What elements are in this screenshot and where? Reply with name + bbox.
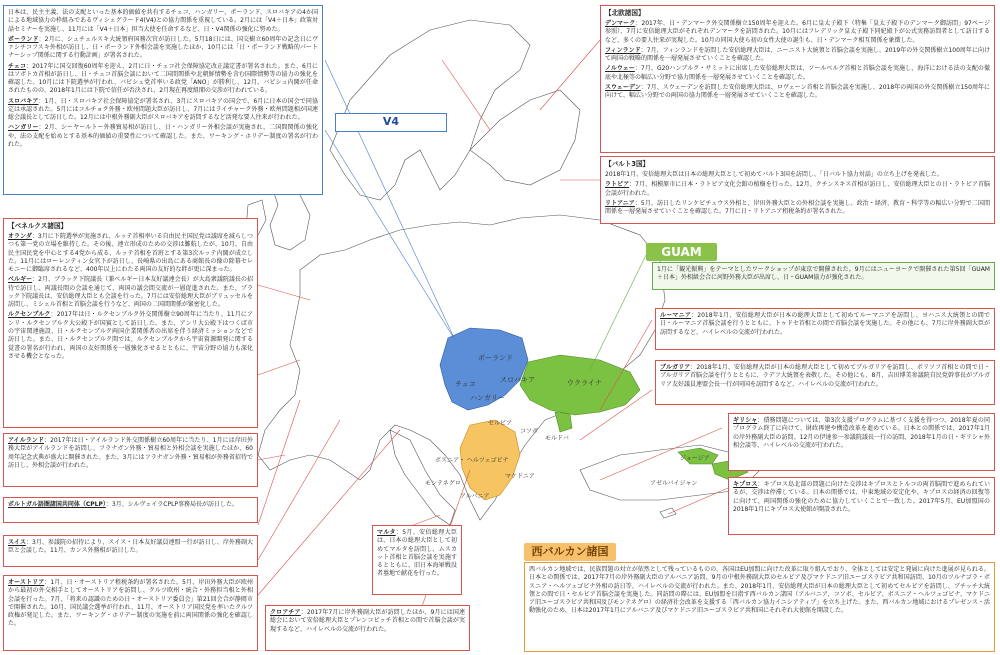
guam-box (652, 262, 995, 290)
austria-text: オーストリア：1月、日・オーストリア租税条約が署名された。5月、岸田外務大臣が欧州から最初の外交相手としてオーストリアを訪問し、クルツ欧州・統合・外務担当相と外相会談を行った。7月、「将来の認識のための日・オーストリア委員会」第21回会合が静岡市で開催された。10月、国民議会選挙が行われ、11月、オーストリア国民党を率いたクルツ政権が発足した。また、ワーキング・ホリデー制度の実施を前に両国関係の強化を確認した。 (8, 579, 253, 628)
benelux-netherlands: オランダ：3月に下院選挙が実施され、ルッテ首相率いる自由民主国民党は議席を減らしつつも第一党の立場を維持した。その後、連立形成のための交渉は難航したが、10月、自由民主国民党を中心とする4党から成る、ルッテ首相を首班とする第3次ルッテ内閣が成立した。11月にはローレンティン女官下が訪日し、長崎県の出島にある商館長の像の除幕セレモニーに御臨席されるなど、400年以上にわたる両国の友好的な絆が更に深まった。 (8, 233, 253, 274)
v4-intro: 日本は、民主主義、法の支配といった基本的価値を共有するチェコ、ハンガリー、ポーランド、スロバキアの4か国による地域協力の枠組みであるヴィシェグラード4(V4)との協力関係を重視している。2月には「V4＋日本」政策対話セミナーを実施し、11月には「V4＋日本」担当大使を任命するなど、日・V4関係の強化に努めた。 (8, 9, 318, 33)
croatia-text: クロアチア：2017年7月に岸外務副大臣が訪問したほか、9月には国連総会において安倍総理大臣とプレンコビッチ首相との間で首脳会談が実現するなど、ハイレベルの交流が行われた。 (270, 609, 465, 633)
map-label-macedonia: マケドニア (505, 473, 535, 480)
baltic-lithuania: リトアニア：5月、訪日したリンケビチュウス外相と、岸田外務大臣との外相会談を実施し、政治・経済、教育・科学等の幅広い分野で二国間関係を一層発展させていくことを確認した。7月に日・リトアニア租税条約が署名された。 (605, 199, 990, 216)
ireland-box (3, 433, 258, 487)
cplp-box (3, 497, 258, 523)
swiss-text: スイス：3月、参議院の招待により、スイス・日本友好議員連盟一行が訪日し、岸外務副大臣と会談した。11月、カンス外務相が訪日した。 (8, 539, 253, 555)
greece-text: ギリシャ：債務問題については、第3次支援プログラムに基づく支援を得つつ、2018年夏の同プログラム終了に向けて、財政再建や構造改革を進めている。日本との関係では、2017年1月の岸外務副大臣の訪問、12月の伊達参一参議院議長一行の訪問、2018年1月の日・ギリシャ外相会談等、ハイレベルの交流が行われた。 (733, 417, 990, 449)
map-label-slovakia: スロバキア (500, 376, 535, 384)
map-label-albania: アルバニア (460, 493, 490, 500)
map-label-montenegro: モンテネグロ (425, 480, 461, 487)
v4-slovakia: スロバキア：1月、日・スロバキア社会保障協定が署名され、3月にスロバキアの国会で、6月に日本の国会で同協定は承認された。5月にはコルチョク外務・欧州問題大臣が訪日し、7月にはライチャーク外務・欧州問題相が国連総会議長として訪日した。12月には中根外務副大臣がスロバキアを訪問するなど活発な要人往来が行われた。 (8, 97, 318, 122)
austria-box (3, 575, 258, 651)
map-label-georgia: ジョージア (680, 455, 710, 462)
cyprus-text: キプロス：キプロス島北部の問題に向けた交渉はキプロスとトルコの両首脳間で進められているが、交渉は停滞している。日本の関係では、中東地域の安定化や、キプロスの経済の回復等に向けて、両国関係の強化のために協力していくことで一致した。2017年5月、EU加盟国の2018年1月にキプロス大使館が開設された。 (733, 481, 990, 513)
nordic-finland: フィンランド：7月、フィンランドを訪問した安倍総理大臣は、ニーニスト大統領と首脳会談を実施し、2019年の外交関係樹立100周年に向けて両国の戦略的関係を一層発展させていくことを確認した。 (605, 46, 991, 63)
baltic-latvia: ラトビア：7月、相模原市に日本・ラトビア文化会館の植樹を行った。12月、クチンスキス首相が訪日し、安倍総理大臣との日・ラトビア首脳会談が行われた。 (605, 181, 990, 197)
swiss-box (3, 535, 258, 567)
baltic-intro: 2018年1月、安倍総理大臣は日本の総理大臣として初めてバルト3国を訪問し、「日バルト協力対話」の立ち上げを発表した。 (605, 171, 943, 179)
croatia-box (265, 605, 470, 651)
v4-tag: V4 (335, 113, 447, 132)
westbalkans-tag: 西バルカン諸国 (524, 543, 616, 561)
romania-text: ルーマニア：2018年1月、安倍総理大臣が日本の総理大臣として初めてルーマニアを訪問し、ヨハニス大統領との間で日・ルーマニア首脳会談を行うとともに、トゥドセ首相との間で首脳会談を実施した。その他にも、7月に岸外務副大臣が訪問するなど、ハイレベルの交流が行われた。 (660, 312, 990, 336)
guam-moldova-region (555, 412, 572, 432)
benelux-belgium: ベルギー：2月、ブラック下院議長（兼ベルギー日本友好議連会長）が大島衆議院議長の招待で訪日し、両議長間の会談を通じて、両国の議会間交流が一層促進された。また、ブラック下院議長は、安倍総理大臣とも会談を行った。7月には安倍総理大臣がブリュッセルを訪問し、ミシェル首相と首脳会談を行うなど、両国の二国間関係が緊密化した。 (8, 276, 253, 309)
baltic-box (600, 156, 995, 224)
benelux-luxembourg: ルクセンブルク：2017年は日・ルクセンブルク外交関係樹立90周年に当たり、11月にアンリ・ルクセンブルク大公殿下が国賓として訪日した。また、アンリ大公殿下はつくば市の宇宙関連施設、日・ルクセンブルク両国企業関係者の出席を伴う経済ミッションなどで訪日した。また、日・ルクセンブルク間では、ルクセンブルクから宇宙資源開発に関する覚書の署名が行われ、両国の友好関係を一層強化させるとともに、宇宙分野の協力も深化させる機会となった。 (8, 311, 253, 360)
romania-box (655, 308, 995, 350)
map-label-bosnia: ボスニア・ ヘルツェゴビナ (435, 457, 509, 464)
nordic-header: 【北欧諸国】 (605, 9, 645, 17)
ireland-text: アイルランド：2017年は日・アイルランド外交関係樹立60周年に当たり、1月には岸田外務大臣がアイルランドを訪問し、フラナガン外務・貿易相と外相会談を実施したほか、60周年記念式典が盛大に開催された。また、3月にはフラナガン外務・貿易相が外務省招待で訪日し、外相会談が行われた。 (8, 437, 253, 469)
westbalkans-box (524, 562, 995, 652)
bulgaria-box (655, 360, 995, 405)
malta-box (372, 525, 462, 595)
benelux-header: 【ベネルクス諸国】 (8, 222, 68, 230)
nordic-denmark: デンマーク：2017年、日・デンマーク外交関係樹立150周年を迎えた。6月に皇太子殿下（特集「皇太子殿下のデンマーク御訪問」97ページ参照）、7月に安倍総理大臣がそれぞれデンマークを訪問された。10月にはフレデリック皇太子殿下同妃殿下が公式実務訪問者として訪日するなど、多くの要人往来が実現した。10月の同国大使ら初の女性大使の誕生も、日・デンマーク相互関係を象徴した。 (605, 20, 990, 44)
malta-text: マルタ：5月、安倍総理大臣は、日本の総理大臣として初めてマルタを訪問し、ムスカット首相と首脳会談を実施するとともに、旧日本海軍戦没者墓地で献花を行った。 (377, 529, 457, 578)
greece-box (728, 413, 995, 471)
bulgaria-text: ブルガリア：2018年1月、安倍総理大臣が日本の総理大臣として初めてブルガリアを訪問し、ボリソフ首相との間で日・ブルガリア首脳会談を行うとともに、ラデフ大統領を表敬した。その他にも、8月、吉田博美参議院自民党幹事長がブルガリア友好議員連盟会長一行が同国を訪問するなど、ハイレベルの交流が行われた。 (660, 364, 990, 388)
baltic-header: 【バルト3国】 (605, 160, 650, 168)
nordic-norway: ノルウェー：7月、G20ハンブルク・サミットに出席した安倍総理大臣は、ソールベルグ首相と首脳会談を実施し、海洋における法の支配の徹底や北極等の幅広い分野で協力関係を一層発展させていくことを確認した。 (605, 65, 990, 81)
guam-tag: GUAM (646, 243, 717, 261)
map-label-czech: チェコ (455, 380, 476, 388)
nordic-sweden: スウェーデン：7月、スウェーデンを訪問した安倍総理大臣は、ロヴェーン首相と首脳会談を実施し、2018年の両国の外交関係樹立150周年に向けて、幅広い分野での両国の協力関係を一層発展させていくことを確認した。 (605, 83, 990, 100)
v4-box (3, 5, 323, 195)
v4-poland: ポーランド：2月に、シュチェルスキ大統領府国務次官が訪日した。5月18日には、国交樹立60周年の記念日にヴァシチコフスキ外相が訪日し、日・ポーランド外相会談を実施したほか、10月には「日・ポーランド戦略的パートナーシップ関係に関する行動計画」が署名された。 (8, 35, 318, 60)
map-label-ukraine: ウクライナ (567, 379, 602, 387)
benelux-box (3, 218, 258, 428)
map-label-azerbaijan: アゼルバイジャン (650, 480, 698, 487)
nordic-box (600, 5, 995, 153)
map-label-serbia: セルビア (488, 420, 513, 427)
guam-text: 1月に「観光振興」をテーマとしたワークショップが東京で開催された。9月にはニューヨークで開催された第5回「GUAM＋日本」外相級会合に河野外務大臣が出席し、日・GUAM協力が強化された。 (657, 266, 990, 282)
v4-czech: チェコ：2017年に国交回復60周年を迎え、2月に日・チェコ社会保障協定改正議定書が署名された。また、6月にはソボトカ首相が訪日し、日・チェコ首脳会談において二国間関係や北朝鮮情勢を含む国際情勢等の協力の強化を確認した。10月には下院選挙が行われ、バビシュ党首率いる政党「ANO」が勝利し、12月、バビシュ内閣が任命されたものの、2018年1月には下院で信任が否決され、2月現在再度組閣の交渉が行われている。 (8, 62, 318, 95)
map-label-moldova: モルドバ (545, 435, 569, 442)
v4-hungary: ハンガリー：2月、シーヤールトー外務貿易相が訪日し、日・ハンガリー外相会談が実施され、二国間関係の強化や、法の支配を始めとする基本的価値の重要性について確認した。また、ワーキング・ホリデー制度の署名が行われた。 (8, 124, 318, 148)
map-label-hungary: ハンガリー (470, 394, 505, 402)
map-label-kosovo: コソボ (520, 428, 539, 435)
cyprus-box (728, 477, 995, 535)
cplp-text: ポルトガル語圏諸国共同体（CPLP）：3月、シルヴェイラCPLP事務局長が訪日した。 (8, 501, 239, 508)
map-label-poland: ポーランド (478, 354, 513, 362)
westbalkans-text: 西バルカン地域では、民族問題の対立が依然として残っているものの、各国はEU加盟に向けた改革に取り組んでおり、全体としては安定と発展に向けた進展が見られる。日本との関係では、2017年7月の岸外務副大臣のアルバニア訪問、9月の中根外務副大臣のセルビア及びマケドニア旧ユーゴスラビア共和国訪問、10月のツルナゴラ・ボスニア・ヘルツェゴビナ外相の訪日等、ハイレベルの交流が行われた。また、2018年1月、安倍総理大臣が日本の総理大臣として初めてセルビアを訪問し、ブチッチ大統領との間で日・セルビア首脳会談を実施した。同訪問の際には、EU加盟を目指す西バルカン諸国（アルバニア、コソボ、セルビア、ボスニア・ヘルツェゴビナ、マケドニア旧ユーゴスラビア共和国及びモンテネグロ）の経済社会改革を支援する「西バルカン協力イニシアティブ」を立ち上げた。また、西バルカン地域におけるプレゼンス・活動強化のため、日本は2017年1月にアルバニア及びマケドニア旧ユーゴスラビア共和国にそれぞれ大使館を開設した。 (529, 566, 990, 615)
